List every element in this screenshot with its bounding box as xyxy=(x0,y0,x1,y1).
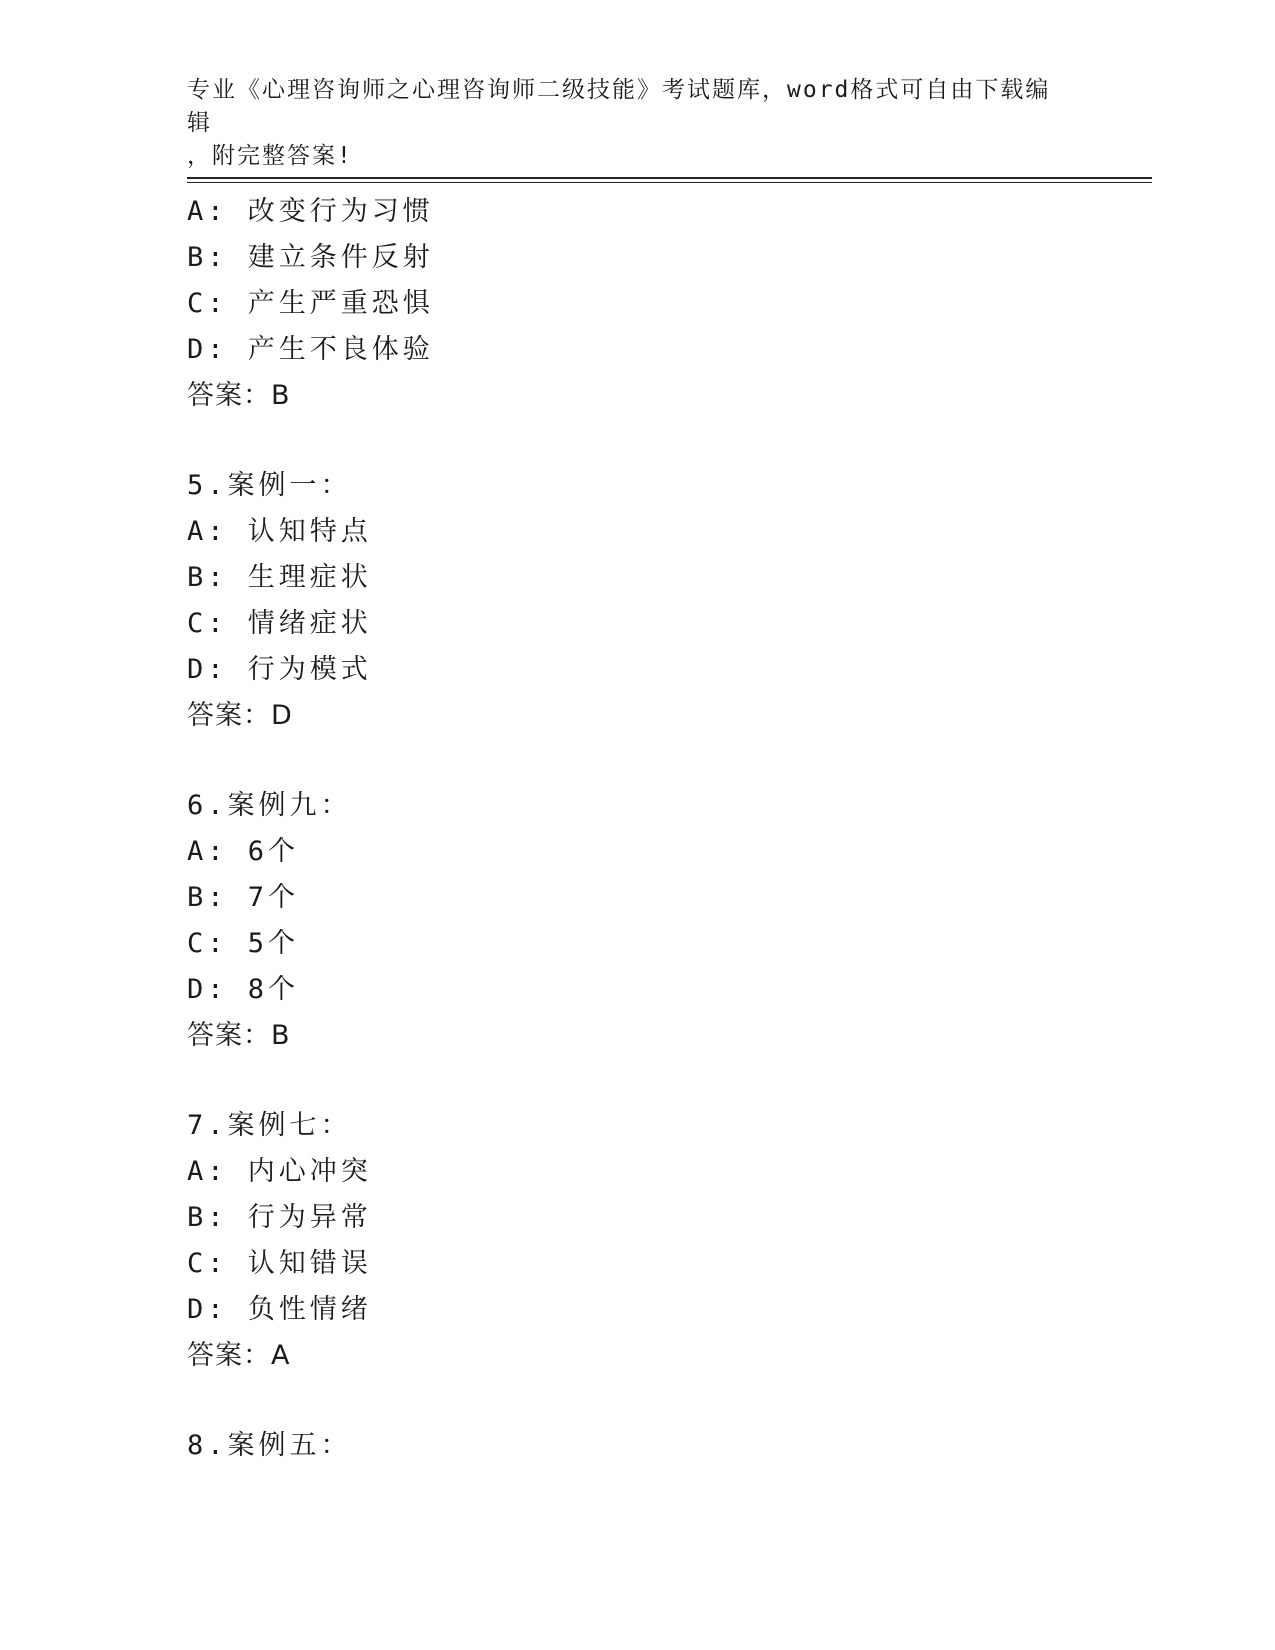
option-a: A: 认知特点 xyxy=(187,516,372,547)
spacer xyxy=(187,739,1087,783)
option-c: C: 认知错误 xyxy=(187,1248,372,1279)
option-c: C: 5个 xyxy=(187,928,300,959)
question-block xyxy=(187,1423,1087,1469)
header-divider-thin xyxy=(187,182,1152,183)
option-c: C: 情绪症状 xyxy=(187,608,372,639)
question-title: 7.案例七： xyxy=(187,1110,352,1141)
option-b: B: 7个 xyxy=(187,882,300,913)
spacer xyxy=(187,419,1087,463)
answer-line: 答案：A xyxy=(187,1340,291,1371)
document-header xyxy=(187,74,1067,173)
header-line-1: 专业《心理咨询师之心理咨询师二级技能》考试题库，word格式可自由下载编辑 xyxy=(187,77,1051,136)
question-list xyxy=(187,189,1087,1469)
option-a: A: 改变行为习惯 xyxy=(187,196,434,227)
question-title: 6.案例九： xyxy=(187,790,352,821)
answer-line: 答案：B xyxy=(187,380,291,411)
header-line-2: ，附完整答案! xyxy=(187,143,353,169)
option-c: C: 产生严重恐惧 xyxy=(187,288,434,319)
option-d: D: 8个 xyxy=(187,974,300,1005)
answer-line: 答案：B xyxy=(187,1020,291,1051)
option-d: D: 负性情绪 xyxy=(187,1294,372,1325)
question-block xyxy=(187,463,1087,739)
header-divider-thick xyxy=(187,177,1152,179)
question-block xyxy=(187,1103,1087,1379)
spacer xyxy=(187,1379,1087,1423)
question-title: 5.案例一： xyxy=(187,470,352,501)
question-title: 8.案例五： xyxy=(187,1430,352,1461)
option-b: B: 建立条件反射 xyxy=(187,242,434,273)
option-b: B: 行为异常 xyxy=(187,1202,372,1233)
option-b: B: 生理症状 xyxy=(187,562,372,593)
answer-line: 答案：D xyxy=(187,700,293,731)
question-block xyxy=(187,189,1087,419)
spacer xyxy=(187,1059,1087,1103)
option-a: A: 6个 xyxy=(187,836,300,867)
question-block xyxy=(187,783,1087,1059)
option-a: A: 内心冲突 xyxy=(187,1156,372,1187)
option-d: D: 产生不良体验 xyxy=(187,334,434,365)
option-d: D: 行为模式 xyxy=(187,654,372,685)
